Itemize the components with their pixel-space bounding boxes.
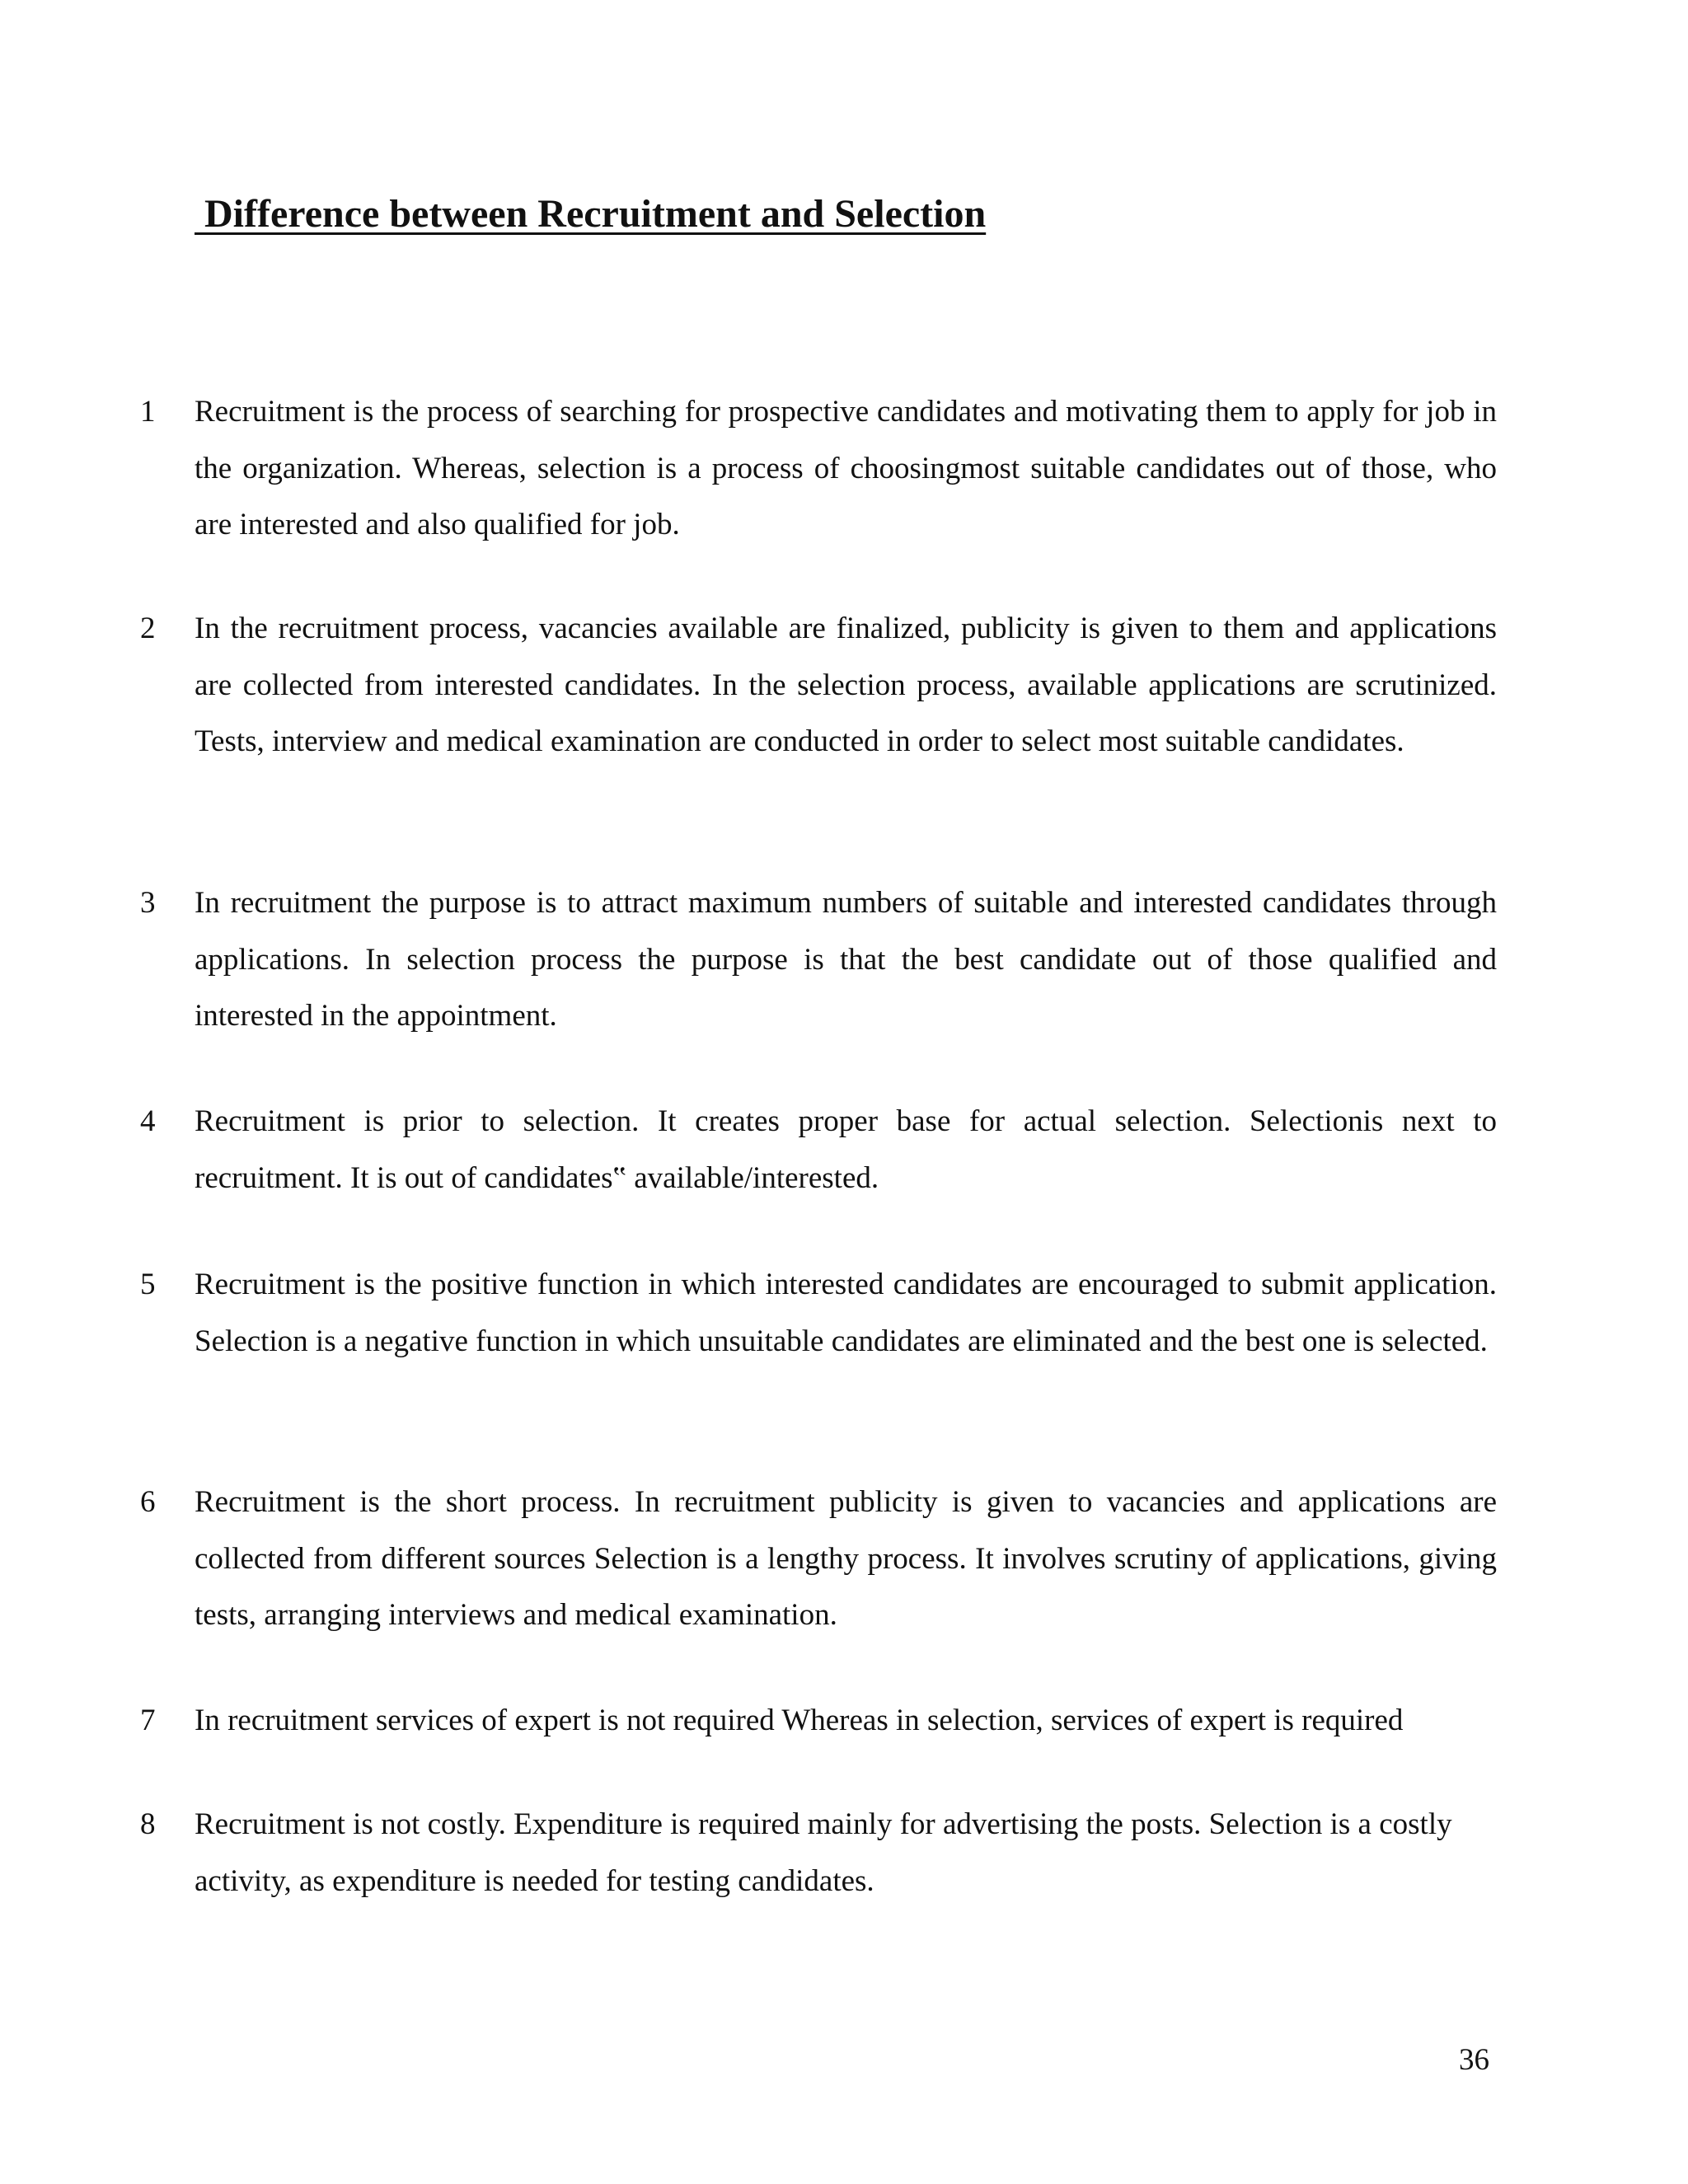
item-number: 8 — [140, 1807, 156, 1841]
item-number: 2 — [140, 612, 156, 645]
page-number: 36 — [1459, 2043, 1489, 2077]
item-number: 1 — [140, 395, 156, 429]
item-number: 3 — [140, 886, 156, 920]
item-number: 5 — [140, 1268, 156, 1301]
item-text: Recruitment is not costly. Expenditure is required mainly for advertising the posts. Selection is a costly activity, as expenditure is needed for testing candidates. — [195, 1807, 1452, 1898]
item-text: In recruitment services of expert is not required Whereas in selection, services of expert is required — [195, 1704, 1404, 1737]
item-text: Recruitment is prior to selection. It creates proper base for actual selection. Selectionis next to recruitment. It is out of candidates‟ available/interested. — [195, 1104, 1497, 1195]
item-number: 6 — [140, 1485, 156, 1519]
item-number: 7 — [140, 1704, 156, 1737]
page-title: Difference between Recruitment and Selection — [195, 192, 987, 236]
item-text: In the recruitment process, vacancies available are finalized, publicity is given to them and applications are collected from interested candidates. In the selection process, available applications are scrutinized. Tests, interview and medical examination are conducted in order to select most suitable candidates. — [195, 612, 1497, 758]
item-number: 4 — [140, 1104, 156, 1138]
item-text: Recruitment is the short process. In recruitment publicity is given to vacancies and applications are collected from different sources Selection is a lengthy process. It involves scrutiny of applications, giving tests, arranging interviews and medical examination. — [195, 1485, 1497, 1632]
item-text: In recruitment the purpose is to attract maximum numbers of suitable and interested candidates through applications. In selection process the purpose is that the best candidate out of those qualified and interested in the appointment. — [195, 886, 1497, 1033]
item-text: Recruitment is the process of searching for prospective candidates and motivating them to apply for job in the organization. Whereas, selection is a process of choosingmost suitable candidates out of those, who are interested and also qualified for job. — [195, 395, 1497, 541]
item-text: Recruitment is the positive function in which interested candidates are encouraged to submit application. Selection is a negative function in which unsuitable candidates are eliminated and the best one is selected. — [195, 1268, 1497, 1358]
